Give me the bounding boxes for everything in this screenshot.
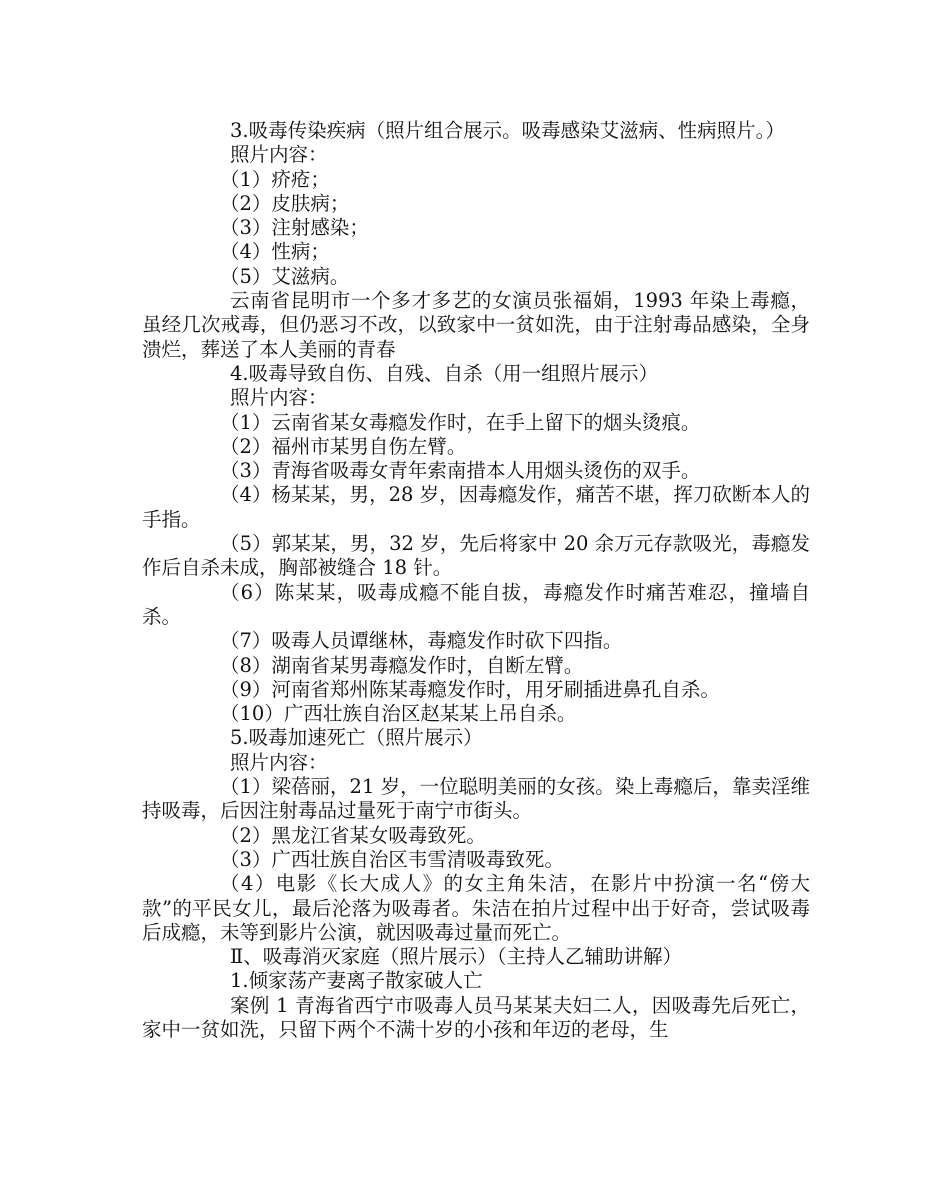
paragraph: （9）河南省郑州陈某毒瘾发作时，用牙刷插进鼻孔自杀。 [220, 677, 720, 701]
paragraph: Ⅱ、吸毒消灭家庭（照片展示）（主持人乙辅助讲解） [230, 945, 683, 969]
paragraph: （4）性病； [220, 240, 330, 264]
paragraph: （4）电影《长大成人》的女主角朱洁，在影片中扮演一名“傍大款”的平民女儿，最后沦落为吸毒者。朱洁在拍片过程中出于好奇，尝试吸毒后成瘾，未等到影片公演，就因吸毒过量而死亡。 [142, 872, 810, 944]
paragraph: 案例 1 青海省西宁市吸毒人员马某某夫妇二人，因吸毒先后死亡，家中一贫如洗，只留下两个不满十岁的小孩和年迈的老母，生 [142, 993, 810, 1041]
paragraph: （6）陈某某，吸毒成瘾不能自拔，毒瘾发作时痛苦难忍，撞墙自杀。 [142, 580, 810, 628]
paragraph: 照片内容： [230, 386, 328, 410]
paragraph: （1）疥疮； [220, 167, 330, 191]
paragraph: 照片内容： [230, 143, 328, 167]
paragraph: （3）青海省吸毒女青年索南措本人用烟头烫伤的双手。 [220, 459, 701, 483]
paragraph: （2）福州市某男自伤左臂。 [220, 434, 467, 458]
paragraph: （3）注射感染； [220, 216, 369, 240]
paragraph: （8）湖南省某男毒瘾发作时，自断左臂。 [220, 653, 584, 677]
paragraph: 1.倾家荡产妻离子散家破人亡 [230, 969, 483, 993]
paragraph: （4）杨某某，男，28 岁，因毒瘾发作，痛苦不堪，挥刀砍断本人的手指。 [142, 483, 810, 531]
paragraph: （5）艾滋病。 [220, 264, 350, 288]
paragraph: （5）郭某某，男，32 岁，先后将家中 20 余万元存款吸光，毒瘾发作后自杀未成，胸部被缝合 18 针。 [142, 532, 810, 580]
paragraph: （1）梁蓓丽，21 岁，一位聪明美丽的女孩。染上毒瘾后，靠卖淫维持吸毒，后因注射毒品过量死于南宁市街头。 [142, 775, 810, 823]
paragraph: 照片内容： [230, 750, 328, 774]
paragraph: （2）皮肤病； [220, 191, 350, 215]
paragraph: 4.吸毒导致自伤、自残、自杀（用一组照片展示） [230, 361, 659, 385]
paragraph: （7）吸毒人员谭继林，毒瘾发作时砍下四指。 [220, 629, 623, 653]
paragraph: （2）黑龙江省某女吸毒致死。 [220, 823, 486, 847]
paragraph: 3.吸毒传染疾病（照片组合展示。吸毒感染艾滋病、性病照片。） [230, 119, 785, 142]
paragraph: （1）云南省某女毒瘾发作时，在手上留下的烟头烫痕。 [220, 410, 701, 434]
document-page [142, 119, 810, 1042]
paragraph: （10）广西壮族自治区赵某某上吊自杀。 [220, 702, 577, 726]
paragraph: （3）广西壮族自治区韦雪清吸毒致死。 [220, 847, 564, 871]
paragraph: 云南省昆明市一个多才多艺的女演员张福娟，1993 年染上毒瘾，虽经几次戒毒，但仍恶习不改，以致家中一贫如洗，由于注射毒品感染，全身溃烂，葬送了本人美丽的青春 [142, 289, 810, 361]
paragraph: 5.吸毒加速死亡（照片展示） [230, 726, 483, 750]
